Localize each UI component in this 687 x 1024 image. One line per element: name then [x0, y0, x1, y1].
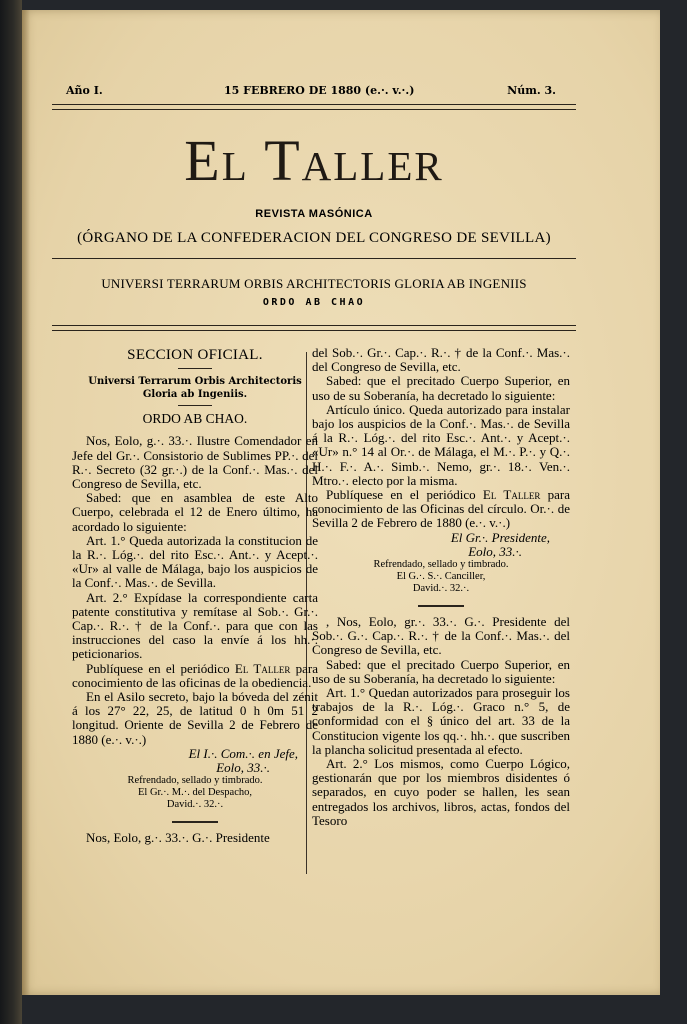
decree-separator-right — [418, 605, 464, 607]
book-spine — [0, 0, 22, 1024]
decree-1-publication: Publíquese en el periódico El Taller para conocimiento de las oficinas de la obediencia. — [72, 660, 318, 690]
decree-1-announcement: Sabed: que en asamblea de este Alto Cuerpo, celebrada el 12 de Enero último, ha acordado lo siguiente: — [72, 490, 318, 534]
decree-3-article-1: Art. 1.° Quedan autorizados para proseguir los trabajos de la R.·. Lóg.·. Graco n.° 5, de conformidad con el § único del art. 33 de la Constitucion vigente los qq.·. hh.·. que suscriben la plancha solicitud presentada al efecto. — [312, 685, 570, 757]
decree-3-article-2: Art. 2.° Los mismos, como Cuerpo Lógico, gestionarán que por los miembros disidentes ó separados, en cuyo poder se hallen, les sean entregados los archivos, libros, actas, fondos del Tesoro — [312, 756, 570, 828]
left-column — [72, 346, 318, 845]
motto-latin: UNIVERSI TERRARUM ORBIS ARCHITECTORIS GLORIA AB INGENIIS — [101, 276, 527, 291]
issue-date: 15 FEBRERO DE 1880 (e.·. v.·.) — [224, 84, 415, 97]
decree-1-article-2: Art. 2.° Expídase la correspondiente carta patente constitutiva y remítase al Sob.·. Gr.·. Cap.·. R.·. † de la Conf.·. para que con las instrucciones del caso la envíe á los hh.·. peticionarios. — [72, 589, 318, 662]
section-rule — [178, 368, 212, 369]
page-gutter-shadow — [22, 10, 30, 995]
decree-2-countersign-title: El G.·. S.·. Canciller, — [396, 571, 486, 583]
masthead-organ: (ÓRGANO DE LA CONFEDERACION DEL CONGRESO DE SEVILLA) — [77, 230, 551, 246]
invocation-line-1: Universi Terrarum Orbis Architectoris — [88, 376, 302, 388]
decree-3-preamble: , Nos, Eolo, gr.·. 33.·. G.·. Presidente del Sob.·. G.·. Cap.·. R.·. † de la Conf.·. Mas.·. del Congreso de Sevilla, etc. — [312, 614, 570, 658]
right-column — [312, 346, 570, 828]
decree-2-endorsement: Refrendado, sellado y timbrado. — [373, 559, 509, 571]
issue-header — [64, 84, 560, 100]
decree-1-article-1: Art. 1.° Queda autorizada la constitucion de la R.·. Lóg.·. del rito Esc.·. Ant.·. y Acept.·. «Ur» al valle de Málaga, bajo los auspicios de la Conf.·. Mas.·. de Sevilla. — [72, 532, 318, 591]
invocation-line-2: Gloria ab Ingeniis. — [142, 389, 248, 401]
decree-1-preamble: Nos, Eolo, g.·. 33.·. Ilustre Comendador en Jefe del Gr.·. Consistorio de Sublimes PP.·. del R.·. Secreto (32 gr.·.) de la Conf.·. Mas.·. del Congreso de Sevilla, etc. — [72, 433, 318, 492]
decree-3-opening: Nos, Eolo, g.·. 33.·. G.·. Presidente — [86, 830, 270, 846]
decree-2-signature-title: El Gr.·. Presidente, — [450, 529, 550, 545]
motto-rule-top — [52, 325, 576, 326]
issue-number: Núm. 3. — [507, 84, 556, 97]
decree-separator — [172, 821, 218, 823]
decree-1-countersign-name: David.·. 32.·. — [166, 799, 224, 811]
decree-1-endorsement: Refrendado, sellado y timbrado. — [127, 775, 263, 787]
decree-2-article: Artículo único. Queda autorizado para instalar bajo los auspicios de la Conf.·. Mas.·. de Sevilla á la R.·. Lóg.·. del rito Esc.·. Ant.·. y Acept.·. «Ur» n.° 14 al Or.·. de Málaga, el M.·. P.·. y Q.·. H.·. F.·. A.·. Simb.·. Nemo, gr.·. 18.·. Ven.·. Mtro.·. electo por la misma. — [312, 401, 570, 488]
decree-2-preamble-cont: del Sob.·. Gr.·. Cap.·. R.·. † de la Conf.·. Mas.·. del Congreso de Sevilla, etc. — [312, 345, 570, 375]
decree-2-countersign-name: David.·. 32.·. — [412, 583, 470, 595]
decree-1-place-date: En el Asilo secreto, bajo la bóveda del zénit á los 27° 22, 25, de latitud 0 h 0m 51 2 longitud. Oriente de Sevilla 2 de Febrero de 1880 (e.·. v.·.) — [72, 689, 318, 747]
invocation-rule — [178, 405, 212, 406]
section-title: SECCION OFICIAL. — [127, 347, 263, 363]
header-rule-bottom — [52, 109, 576, 110]
decree-1-signature-title: El I.·. Com.·. en Jefe, — [188, 745, 298, 761]
masthead-rule — [52, 258, 576, 259]
decree-2-signature-name: Eolo, 33.·. — [468, 543, 522, 559]
decree-3-announcement: Sabed: que el precitado Cuerpo Superior, en uso de su Soberanía, ha decretado lo siguiente: — [312, 656, 570, 686]
decree-2-announcement: Sabed: que el precitado Cuerpo Superior, en uso de su Soberanía, ha decretado lo siguiente: — [312, 373, 570, 403]
masthead-subtitle: REVISTA MASÓNICA — [255, 208, 373, 220]
masthead-title: El Taller — [184, 128, 444, 193]
issue-year: Año I. — [66, 84, 103, 97]
header-rule-top — [52, 104, 576, 105]
decree-1-signature-name: Eolo, 33.·. — [216, 760, 270, 776]
decree-2-publication: Publíquese en el periódico El Taller para conocimiento de las Oficinas del círculo. Or.·. de Sevilla 2 de Febrero de 1880 (e.·. v.·.) — [312, 487, 570, 531]
decree-1-countersign-title: El Gr.·. M.·. del Despacho, — [137, 787, 252, 799]
ordo-heading: ORDO AB CHAO. — [142, 411, 248, 427]
motto-order: ORDO AB CHAO — [262, 297, 366, 308]
motto-rule-bottom — [52, 330, 576, 331]
